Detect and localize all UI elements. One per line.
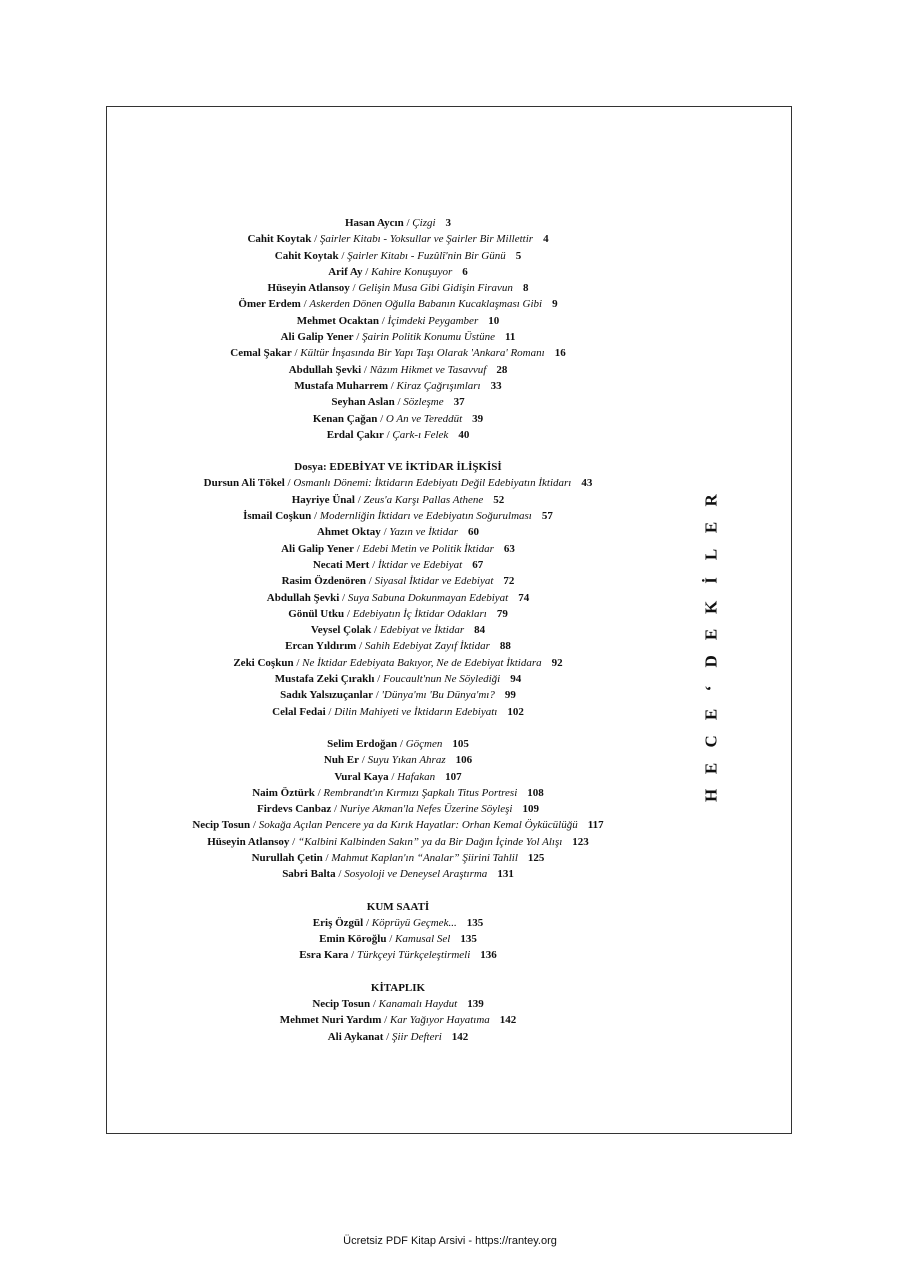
entry-page-number: 142 (499, 1014, 517, 1027)
toc-entry: Cemal Şakar / Kültür İnşasında Bir Yapı Taşı Olarak 'Ankara' Romanı 16 (230, 347, 566, 360)
entry-author: Firdevs Canbaz (257, 803, 332, 816)
side-title-letter: E (701, 762, 721, 775)
toc-entry: Emin Köroğlu / Kamusal Sel 135 (319, 933, 477, 946)
entry-page-number: 123 (572, 835, 589, 848)
entry-page-number: 10 (488, 314, 500, 327)
side-title-letter: E (701, 628, 721, 641)
entry-title: “Kalbini Kalbinden Sakın” ya da Bir Dağın İçinde Yol Alışı (297, 835, 563, 848)
entry-title: Nuriye Akman'la Nefes Üzerine Söyleşi (339, 803, 513, 816)
entry-page-number: 84 (474, 624, 486, 637)
entry-title: Şairler Kitabı - Yoksullar ve Şairler Bir Millettir (319, 233, 534, 246)
entry-title: Sahih Edebiyat Zayıf İktidar (364, 640, 490, 653)
entry-author: Ahmet Oktay (316, 526, 381, 539)
entry-page-number: 52 (493, 493, 505, 506)
side-title-letter: E (701, 709, 721, 721)
entry-page-number: 131 (497, 868, 514, 881)
entry-author: Esra Kara (299, 949, 349, 962)
side-title-letter: İ (701, 577, 721, 585)
entry-title: Çark-ı Felek (392, 428, 449, 441)
entry-title: Edebiyatın İç İktidar Odakları (352, 607, 487, 620)
entry-author: Gönül Utku (288, 607, 345, 620)
side-title-letter: K (701, 600, 721, 615)
entry-title: Hafakan (397, 770, 436, 783)
entry-author: Rasim Özdenören (281, 575, 367, 588)
toc-entry: İsmail Coşkun / Modernliğin İktidarı ve Edebiyatın Soğurulması 57 (243, 510, 553, 523)
entry-author: Hayriye Ünal (291, 493, 355, 506)
entry-title: Şairler Kitabı - Fuzûlî'nin Bir Günü (347, 249, 506, 262)
entry-page-number: 108 (527, 786, 544, 799)
toc-entry: Veysel Çolak / Edebiyat ve İktidar 84 (310, 624, 486, 637)
side-title-letter: D (701, 655, 721, 668)
entry-title: Siyasal İktidar ve Edebiyat (374, 575, 494, 588)
entry-title: Nâzım Hikmet ve Tasavvuf (369, 363, 487, 376)
entry-title: İktidar ve Edebiyat (377, 558, 463, 571)
entry-author: Veysel Çolak (310, 624, 372, 637)
toc-entry: Kenan Çağan / O An ve Tereddüt 39 (312, 412, 484, 425)
entry-author: Necati Mert (312, 558, 370, 571)
side-title-letter: R (701, 494, 721, 507)
toc-entry: Rasim Özdenören / Siyasal İktidar ve Edebiyat 72 (281, 575, 515, 588)
entry-page-number: 92 (551, 656, 563, 669)
entry-title: Suya Sabuna Dokunmayan Edebiyat (347, 591, 509, 604)
entry-page-number: 33 (490, 379, 502, 392)
toc-entry: Ahmet Oktay / Yazın ve İktidar 60 (316, 526, 480, 539)
entry-page-number: 135 (460, 933, 477, 946)
entry-author: Ali Galip Yener (281, 542, 354, 555)
entry-author: Cahit Koytak (274, 249, 339, 262)
section-heading-dosya: Dosya: EDEBİYAT VE İKTİDAR İLİŞKİSİ (294, 461, 502, 474)
toc-entry: Cahit Koytak / Şairler Kitabı - Fuzûlî'nin Bir Günü 5 (274, 249, 522, 262)
toc-entry: Gönül Utku / Edebiyatın İç İktidar Odakları 79 (288, 607, 508, 620)
toc-entry: Hasan Aycın / Çizgi 3 (344, 217, 452, 229)
entry-page-number: 99 (504, 689, 516, 702)
entry-author: Abdullah Şevki (266, 591, 340, 604)
entry-page-number: 117 (587, 819, 604, 832)
toc-entry: Mustafa Zeki Çıraklı / Foucault'nun Ne Söylediği 94 (274, 673, 522, 686)
entry-author: Hüseyin Atlansoy (267, 282, 350, 295)
entry-author: Celal Fedai (272, 705, 326, 718)
entry-page-number: 43 (581, 477, 593, 490)
toc-entry: Sadık Yalsızuçanlar / 'Dünya'mı 'Bu Dünya'mı? 99 (280, 689, 516, 702)
entry-title: İçimdeki Peygamber (387, 314, 479, 327)
entry-author: Sabri Balta (282, 868, 336, 881)
entry-author: Necip Tosun (312, 998, 371, 1011)
toc-entry: Nuh Er / Suyu Yıkan Ahraz 106 (323, 754, 473, 767)
entry-page-number: 9 (552, 298, 558, 311)
entry-title: O An ve Tereddüt (385, 412, 463, 425)
entry-page-number: 142 (451, 1030, 469, 1043)
entry-author: Dursun Ali Tökel (203, 477, 285, 490)
entry-page-number: 6 (462, 265, 468, 278)
entry-title: Çizgi (412, 217, 436, 229)
entry-author: Mustafa Zeki Çıraklı (274, 673, 375, 686)
toc-entry: Sabri Balta / Sosyoloji ve Deneysel Araştırma 131 (282, 868, 514, 881)
entry-author: Mehmet Ocaktan (296, 314, 379, 327)
entry-page-number: 107 (445, 770, 462, 783)
toc-entry: Dursun Ali Tökel / Osmanlı Dönemi: İktidarın Edebiyatı Değil Edebiyatın İktidarı 43 (203, 477, 593, 490)
entry-title: Ne İktidar Edebiyata Bakıyor, Ne de Edebiyat İktidara (302, 656, 542, 669)
toc-entry: Nurullah Çetin / Mahmut Kaplan'ın “Analar” Şiirini Tahlil 125 (251, 851, 545, 864)
side-title-letter: C (701, 735, 721, 748)
entry-page-number: 39 (472, 412, 484, 425)
entry-title: Köprüyü Geçmek... (371, 916, 457, 929)
entry-page-number: 60 (468, 526, 480, 539)
entry-title: Kiraz Çağrışımları (396, 379, 481, 392)
toc-entry: Eriş Özgül / Köprüyü Geçmek... 135 (312, 916, 484, 929)
contents-group-main (106, 215, 690, 443)
contents-group-dosya (106, 475, 690, 719)
entry-author: Cemal Şakar (230, 347, 292, 360)
toc-entry: Abdullah Şevki / Suya Sabuna Dokunmayan Edebiyat 74 (266, 591, 530, 604)
toc-entry: Vural Kaya / Hafakan 107 (334, 770, 462, 783)
entry-page-number: 136 (480, 949, 497, 962)
toc-entry: Naim Öztürk / Rembrandt'ın Kırmızı Şapkalı Titus Portresi 108 (252, 786, 544, 799)
entry-title: Suyu Yıkan Ahraz (367, 754, 446, 767)
toc-entry: Ali Aykanat / Şiir Defteri 142 (327, 1030, 469, 1043)
entry-title: Kahire Konuşuyor (371, 265, 453, 278)
entry-page-number: 74 (518, 591, 530, 604)
toc-entry: Firdevs Canbaz / Nuriye Akman'la Nefes Üzerine Söyleşi 109 (257, 803, 539, 816)
entry-title: Foucault'nun Ne Söylediği (382, 673, 501, 686)
toc-entry: Celal Fedai / Dilin Mahiyeti ve İktidarın Edebiyatı 102 (272, 705, 524, 718)
toc-entry: Ali Galip Yener / Şairin Politik Konumu Üstüne 11 (280, 331, 516, 344)
footer-note: Ücretsiz PDF Kitap Arsivi - https://rantey.org (343, 1235, 557, 1247)
entry-title: Şiir Defteri (391, 1030, 442, 1043)
entry-author: Ömer Erdem (238, 298, 301, 311)
toc-entry: Hüseyin Atlansoy / “Kalbini Kalbinden Sakın” ya da Bir Dağın İçinde Yol Alışı 123 (207, 835, 589, 848)
entry-title: Mahmut Kaplan'ın “Analar” Şiirini Tahlil (331, 851, 518, 864)
entry-author: Mehmet Nuri Yardım (279, 1014, 382, 1027)
toc-entry: Necip Tosun / Kanamalı Haydut 139 (312, 998, 484, 1011)
toc-entry: Ercan Yıldırım / Sahih Edebiyat Zayıf İktidar 88 (285, 640, 511, 653)
entry-author: Zeki Coşkun (233, 656, 294, 669)
side-title-letter: H (701, 788, 721, 802)
entry-author: Erdal Çakır (326, 428, 384, 441)
side-title-letter: L (701, 548, 721, 560)
entry-author: Ali Aykanat (327, 1030, 384, 1043)
entry-author: Ali Galip Yener (280, 331, 354, 344)
table-of-contents (106, 215, 690, 1045)
entry-page-number: 94 (510, 673, 522, 686)
entry-title: Sokağa Açılan Pencere ya da Kırık Hayatlar: Orhan Kemal Öykücülüğü (258, 819, 578, 832)
entry-title: Askerden Dönen Oğulla Babanın Kucaklaşması Gibi (309, 298, 543, 311)
entry-page-number: 37 (453, 396, 465, 409)
entry-author: Arif Ay (328, 265, 363, 278)
entry-page-number: 28 (496, 363, 508, 376)
contents-group-kum-saati (106, 915, 690, 964)
entry-page-number: 63 (503, 542, 515, 555)
entry-author: Selim Erdoğan (327, 737, 398, 750)
entry-title: Dilin Mahiyeti ve İktidarın Edebiyatı (334, 705, 498, 718)
entry-page-number: 72 (503, 575, 515, 588)
entry-title: Modernliğin İktidarı ve Edebiyatın Soğurulması (319, 510, 532, 523)
entry-author: Eriş Özgül (312, 916, 364, 929)
toc-entry: Hüseyin Atlansoy / Gelişin Musa Gibi Gidişin Firavun 8 (267, 282, 529, 295)
toc-entry: Mustafa Muharrem / Kiraz Çağrışımları 33 (294, 379, 502, 392)
toc-entry: Seyhan Aslan / Sözleşme 37 (331, 396, 465, 409)
toc-entry: Esra Kara / Türkçeyi Türkçeleştirmeli 136 (299, 949, 497, 962)
contents-group-extra (106, 736, 690, 883)
entry-author: İsmail Coşkun (243, 510, 312, 523)
entry-author: Hüseyin Atlansoy (207, 835, 290, 848)
entry-author: Vural Kaya (334, 770, 389, 783)
entry-page-number: 139 (467, 998, 484, 1011)
toc-entry: Abdullah Şevki / Nâzım Hikmet ve Tasavvuf 28 (288, 363, 508, 376)
entry-page-number: 105 (452, 737, 469, 750)
toc-entry: Mehmet Ocaktan / İçimdeki Peygamber 10 (296, 314, 500, 327)
toc-entry: Selim Erdoğan / Göçmen 105 (327, 737, 469, 750)
entry-author: Abdullah Şevki (288, 363, 362, 376)
entry-author: Emin Köroğlu (319, 933, 387, 946)
entry-title: Şairin Politik Konumu Üstüne (362, 331, 495, 344)
entry-title: Gelişin Musa Gibi Gidişin Firavun (358, 282, 513, 295)
entry-author: Seyhan Aslan (331, 396, 395, 409)
entry-page-number: 102 (507, 705, 524, 718)
entry-title: Sözleşme (403, 396, 444, 409)
entry-title: Osmanlı Dönemi: İktidarın Edebiyatı Değil Edebiyatın İktidarı (293, 477, 572, 490)
entry-title: Edebiyat ve İktidar (379, 624, 465, 637)
entry-title: Zeus'a Karşı Pallas Athene (363, 493, 484, 506)
entry-page-number: 135 (466, 916, 484, 929)
toc-entry: Ali Galip Yener / Edebi Metin ve Politik İktidar 63 (281, 542, 515, 555)
toc-entry: Zeki Coşkun / Ne İktidar Edebiyata Bakıyor, Ne de Edebiyat İktidara 92 (233, 656, 563, 669)
entry-title: Türkçeyi Türkçeleştirmeli (356, 949, 471, 962)
entry-title: Kanamalı Haydut (378, 998, 458, 1011)
section-heading-kum-saati: KUM SAATİ (366, 900, 430, 913)
entry-author: Sadık Yalsızuçanlar (280, 689, 373, 702)
toc-entry: Cahit Koytak / Şairler Kitabı - Yoksullar ve Şairler Bir Millettir 4 (247, 233, 549, 246)
entry-page-number: 109 (522, 803, 539, 816)
entry-title: Sosyoloji ve Deneysel Araştırma (344, 868, 488, 881)
entry-author: Hasan Aycın (344, 217, 404, 229)
entry-page-number: 11 (505, 331, 516, 344)
entry-page-number: 8 (522, 282, 529, 295)
toc-entry: Arif Ay / Kahire Konuşuyor 6 (328, 265, 468, 278)
toc-entry: Erdal Çakır / Çark-ı Felek 40 (326, 428, 470, 441)
entry-page-number: 4 (543, 233, 549, 246)
entry-page-number: 16 (554, 347, 566, 360)
entry-page-number: 5 (515, 249, 522, 262)
entry-page-number: 106 (455, 754, 473, 767)
entry-author: Kenan Çağan (312, 412, 378, 425)
toc-entry: Hayriye Ünal / Zeus'a Karşı Pallas Athene 52 (291, 493, 505, 506)
entry-title: Yazın ve İktidar (389, 526, 459, 539)
entry-page-number: 88 (499, 640, 511, 653)
entry-author: Mustafa Muharrem (294, 379, 388, 392)
side-title-letter: ‘ (701, 685, 721, 691)
toc-entry: Necati Mert / İktidar ve Edebiyat 67 (312, 558, 484, 571)
entry-page-number: 57 (541, 510, 553, 523)
entry-page-number: 79 (496, 607, 508, 620)
entry-title: Edebi Metin ve Politik İktidar (362, 542, 494, 555)
side-title-letter: E (701, 521, 721, 533)
entry-author: Naim Öztürk (252, 786, 315, 799)
entry-page-number: 3 (445, 217, 452, 229)
toc-entry: Necip Tosun / Sokağa Açılan Pencere ya da Kırık Hayatlar: Orhan Kemal Öykücülüğü 117 (192, 819, 604, 832)
entry-page-number: 40 (458, 428, 470, 441)
entry-author: Cahit Koytak (247, 233, 312, 246)
entry-author: Nuh Er (323, 754, 360, 767)
entry-title: Rembrandt'ın Kırmızı Şapkalı Titus Portresi (323, 786, 518, 799)
side-title-vertical (700, 487, 724, 809)
toc-entry: Mehmet Nuri Yardım / Kar Yağıyor Hayatıma 142 (279, 1014, 517, 1027)
entry-title: Kamusal Sel (395, 933, 451, 946)
contents-group-kitaplik (106, 996, 690, 1045)
entry-title: Kültür İnşasında Bir Yapı Taşı Olarak 'Ankara' Romanı (300, 347, 545, 360)
entry-author: Ercan Yıldırım (285, 640, 357, 653)
entry-author: Nurullah Çetin (251, 851, 323, 864)
entry-page-number: 67 (472, 558, 484, 571)
section-heading-kitaplik: KİTAPLIK (370, 981, 426, 994)
toc-entry: Ömer Erdem / Askerden Dönen Oğulla Babanın Kucaklaşması Gibi 9 (238, 298, 558, 311)
entry-title: Kar Yağıyor Hayatıma (389, 1014, 490, 1027)
entry-author: Necip Tosun (192, 819, 251, 832)
entry-title: 'Dünya'mı 'Bu Dünya'mı? (381, 689, 495, 702)
entry-title: Göçmen (405, 737, 443, 750)
entry-page-number: 125 (527, 851, 545, 864)
